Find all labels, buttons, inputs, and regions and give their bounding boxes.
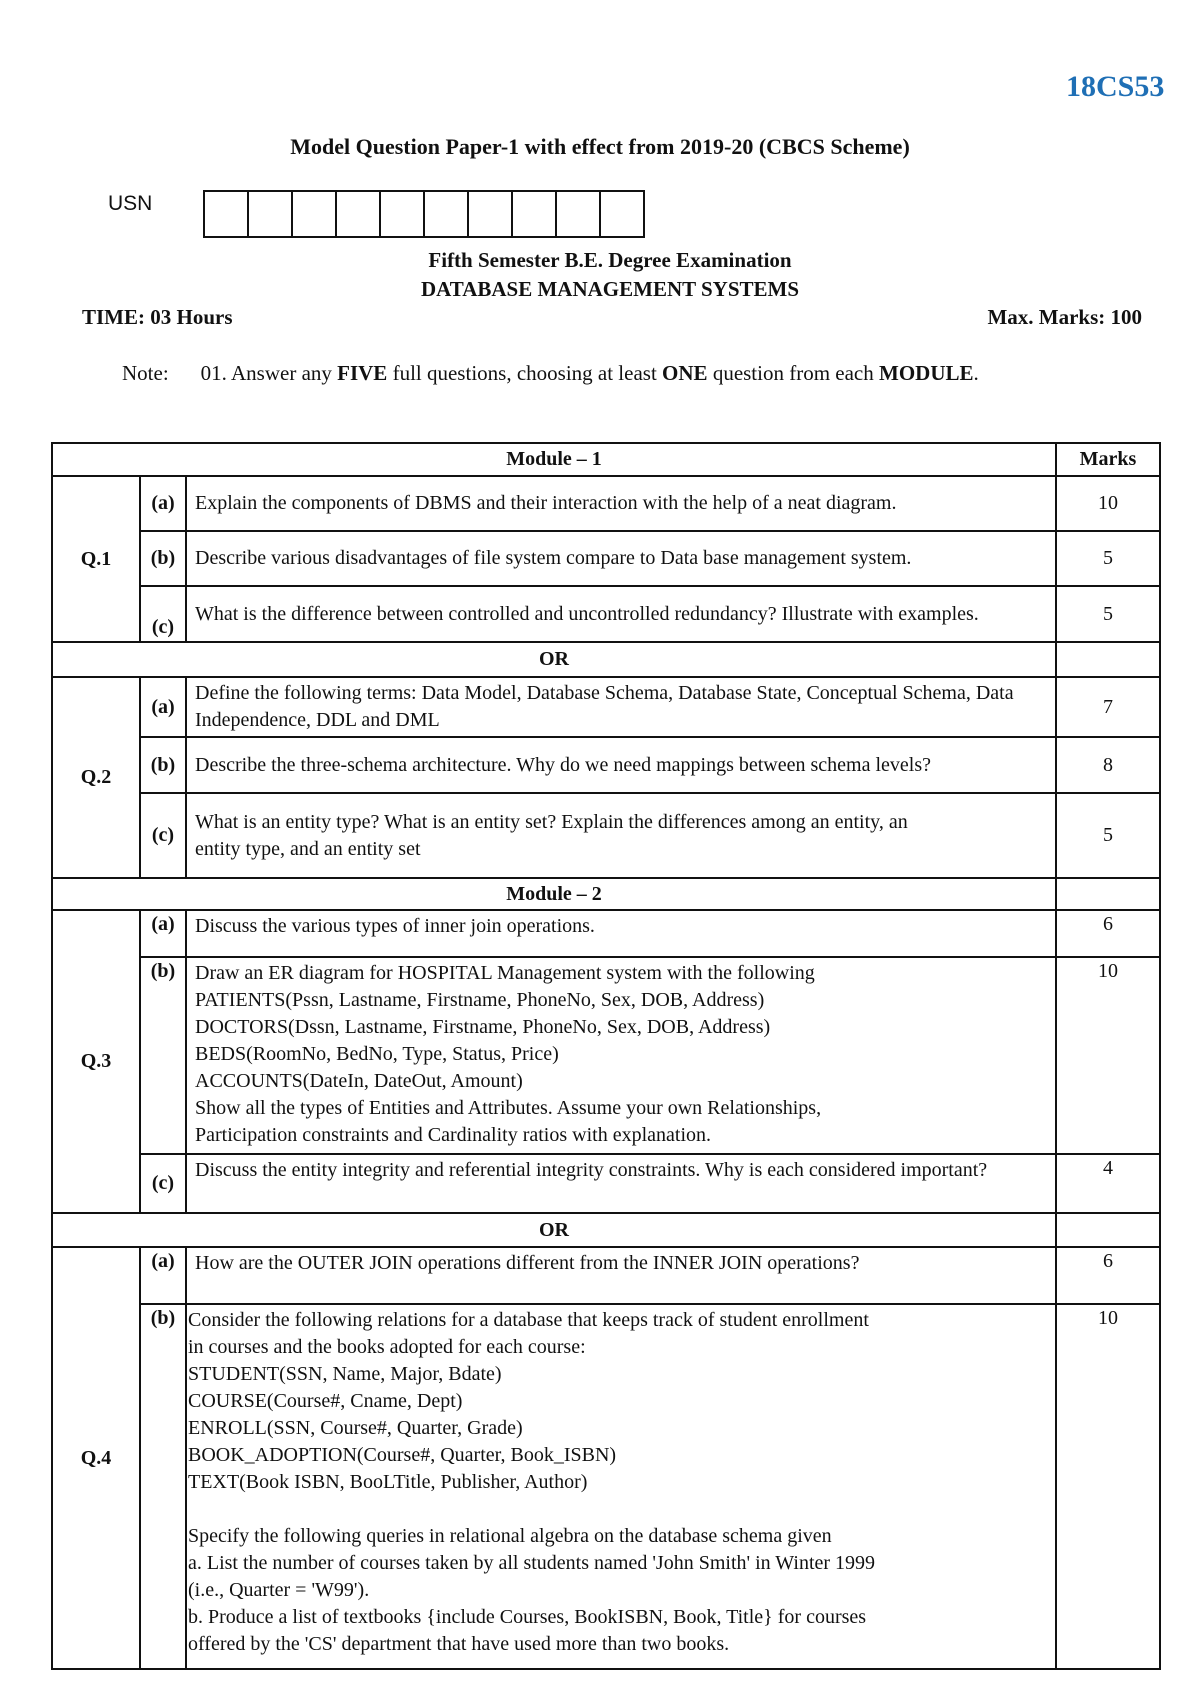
question-row (52, 531, 1160, 586)
sub-question-label: (c) (140, 1154, 186, 1213)
module-header-row (52, 878, 1160, 910)
question-text-line: DOCTORS(Dssn, Lastname, Firstname, PhoneNo, Sex, DOB, Address) (195, 1016, 771, 1038)
question-number: Q.3 (52, 910, 140, 1213)
question-text: Discuss the entity integrity and referential integrity constraints. Why is each considered important? (186, 1154, 1056, 1213)
note-text: question from each (707, 361, 880, 385)
question-marks: 8 (1056, 737, 1160, 793)
question-text: Discuss the various types of inner join operations. (186, 910, 1056, 957)
sub-question-label: (c) (140, 586, 186, 642)
question-text-line: ACCOUNTS(DateIn, DateOut, Amount) (195, 1070, 523, 1092)
usn-box (249, 190, 293, 238)
note-text: 01. Answer any (200, 361, 338, 385)
question-text-line: Show all the types of Entities and Attributes. Assume your own Relationships, (195, 1097, 822, 1119)
question-text-line (188, 1496, 1047, 1523)
question-row (52, 476, 1160, 531)
question-row (52, 1304, 1160, 1669)
module-title: Module – 1 (52, 443, 1056, 476)
question-text: Describe various disadvantages of file system compare to Data base management system. (186, 531, 1056, 586)
question-row (52, 586, 1160, 642)
or-row (52, 642, 1160, 677)
sub-question-label: (b) (140, 531, 186, 586)
question-number: Q.1 (52, 476, 140, 642)
question-marks: 10 (1056, 476, 1160, 531)
question-marks: 10 (1056, 957, 1160, 1154)
note-emphasis: FIVE (337, 361, 388, 385)
question-text-line: COURSE(Course#, Cname, Dept) (188, 1390, 463, 1412)
question-marks: 5 (1056, 586, 1160, 642)
exam-duration: TIME: 03 Hours (82, 305, 233, 329)
question-text-line: (i.e., Quarter = 'W99'). (188, 1579, 370, 1601)
usn-label: USN (108, 192, 153, 215)
usn-entry-boxes (203, 190, 645, 238)
question-text-line: BOOK_ADOPTION(Course#, Quarter, Book_ISBN) (188, 1444, 617, 1466)
max-marks: Max. Marks: 100 (987, 305, 1142, 329)
question-text-line: ENROLL(SSN, Course#, Quarter, Grade) (188, 1417, 523, 1439)
question-text-line: STUDENT(SSN, Name, Major, Bdate) (188, 1363, 502, 1385)
empty-marks-cell (1056, 878, 1160, 910)
question-row (52, 737, 1160, 793)
note-label: Note: (122, 361, 169, 385)
empty-marks-cell (1056, 642, 1160, 677)
question-text-line: Consider the following relations for a database that keeps track of student enrollment (188, 1309, 869, 1331)
question-row (52, 1154, 1160, 1213)
sub-question-label: (a) (140, 677, 186, 737)
sub-question-label: (a) (140, 1247, 186, 1304)
sub-question-label: (b) (140, 737, 186, 793)
question-text-line: PATIENTS(Pssn, Lastname, Firstname, PhoneNo, Sex, DOB, Address) (195, 989, 765, 1011)
usn-box (293, 190, 337, 238)
sub-question-label: (a) (140, 476, 186, 531)
question-text-line: a. List the number of courses taken by all students named 'John Smith' in Winter 1999 (188, 1552, 876, 1574)
question-text-line: What is an entity type? What is an entity set? Explain the differences among an entity, an (195, 810, 908, 833)
question-marks: 5 (1056, 531, 1160, 586)
question-text-line: in courses and the books adopted for each course: (188, 1336, 586, 1358)
usn-box (205, 190, 249, 238)
sub-question-label: (a) (140, 910, 186, 957)
question-text: Describe the three-schema architecture. Why do we need mappings between schema levels? (186, 737, 1056, 793)
question-text-line: Participation constraints and Cardinality ratios with explanation. (195, 1124, 711, 1146)
note-emphasis: MODULE (879, 361, 974, 385)
question-text: What is the difference between controlled and uncontrolled redundancy? Illustrate with examples. (186, 586, 1056, 642)
question-row (52, 957, 1160, 1154)
usn-box (513, 190, 557, 238)
module-header-row (52, 443, 1160, 476)
exam-name: Fifth Semester B.E. Degree Examination (428, 248, 792, 272)
note-emphasis: ONE (662, 361, 708, 385)
question-text-line: Draw an ER diagram for HOSPITAL Management system with the following (195, 962, 815, 984)
empty-marks-cell (1056, 1213, 1160, 1247)
question-text-line: b. Produce a list of textbooks {include Courses, BookISBN, Book, Title} for courses (188, 1606, 867, 1628)
usn-box (425, 190, 469, 238)
question-row (52, 910, 1160, 957)
question-row (52, 677, 1160, 737)
or-separator: OR (52, 1213, 1056, 1247)
marks-column-header: Marks (1056, 443, 1160, 476)
question-marks: 5 (1056, 793, 1160, 878)
or-row (52, 1213, 1160, 1247)
question-text (186, 1304, 1056, 1669)
sub-question-label: (b) (140, 957, 186, 1154)
question-text: Define the following terms: Data Model, Database Schema, Database State, Conceptual Schema, Data Independence, DDL and DML (186, 677, 1056, 737)
usn-box (601, 190, 645, 238)
question-marks: 6 (1056, 1247, 1160, 1304)
question-text: How are the OUTER JOIN operations different from the INNER JOIN operations? (186, 1247, 1056, 1304)
question-text (186, 793, 1056, 878)
subject-name: DATABASE MANAGEMENT SYSTEMS (420, 277, 800, 301)
paper-title: Model Question Paper-1 with effect from 2019-20 (CBCS Scheme) (290, 134, 910, 159)
question-text-line: BEDS(RoomNo, BedNo, Type, Status, Price) (195, 1043, 559, 1065)
question-table (51, 442, 1161, 1670)
usn-box (381, 190, 425, 238)
course-code: 18CS53 (1066, 70, 1165, 103)
question-text-line: TEXT(Book ISBN, BooLTitle, Publisher, Author) (188, 1471, 588, 1493)
question-row (52, 793, 1160, 878)
question-marks: 10 (1056, 1304, 1160, 1669)
instructions-note (122, 361, 979, 386)
or-separator: OR (52, 642, 1056, 677)
question-row (52, 1247, 1160, 1304)
usn-box (337, 190, 381, 238)
note-text: . (973, 361, 979, 385)
question-marks: 7 (1056, 677, 1160, 737)
sub-question-label: (b) (140, 1304, 186, 1669)
question-text-line: offered by the 'CS' department that have used more than two books. (188, 1633, 730, 1655)
usn-box (469, 190, 513, 238)
question-text-line: entity type, and an entity set (195, 837, 421, 860)
question-text-line: Specify the following queries in relational algebra on the database schema given (188, 1525, 832, 1547)
usn-box (557, 190, 601, 238)
sub-question-label: (c) (140, 793, 186, 878)
question-marks: 4 (1056, 1154, 1160, 1213)
question-text (186, 957, 1056, 1154)
question-number: Q.2 (52, 677, 140, 878)
question-text: Explain the components of DBMS and their interaction with the help of a neat diagram. (186, 476, 1056, 531)
question-marks: 6 (1056, 910, 1160, 957)
module-title: Module – 2 (52, 878, 1056, 910)
question-number: Q.4 (52, 1247, 140, 1669)
note-text: full questions, choosing at least (387, 361, 663, 385)
